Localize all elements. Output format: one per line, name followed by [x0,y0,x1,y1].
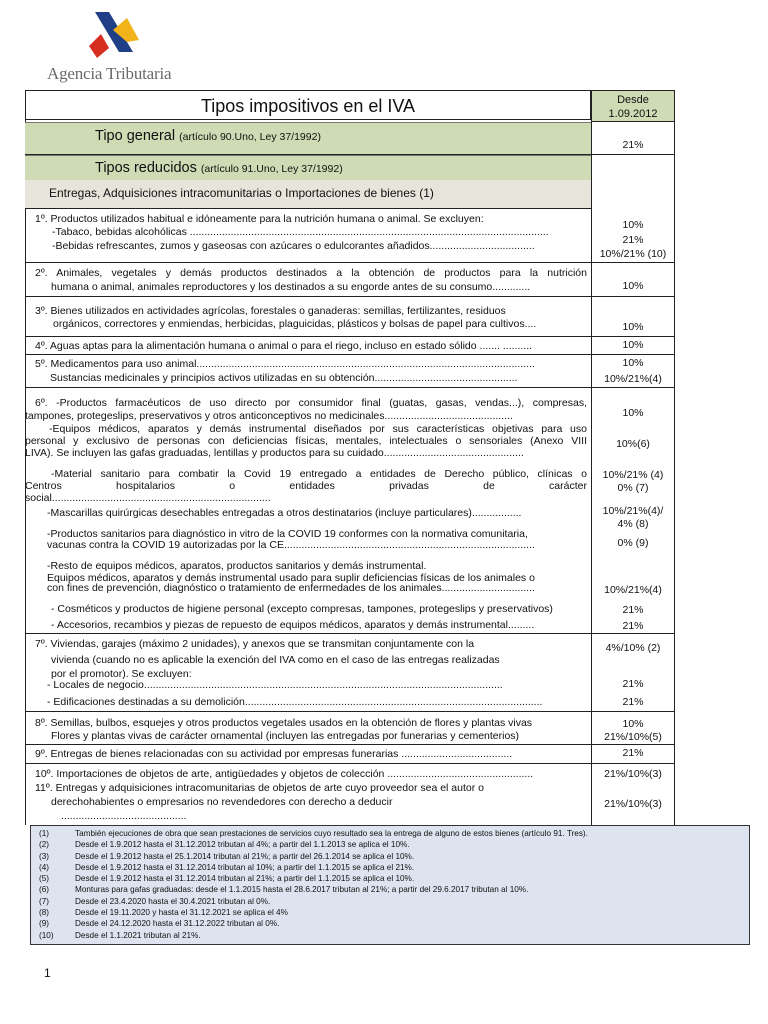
reduced-rate-title: Tipos reducidos [95,160,197,176]
rate-item-4: 10% [622,339,644,351]
footnote-number: (8) [39,908,50,918]
rate-item-6d1: 10%/21%(4)/ [602,505,664,517]
general-rate-heading [95,128,321,144]
item-7-text-cont: vivienda (cuando no es aplicable la exención del IVA como en el caso de las entregas realizadas [51,654,500,666]
divider [591,296,675,297]
item-8-text: 8º. Semillas, bulbos, esquejes y otros productos vegetales usados en la obtención de flores y plantas vivas [35,717,533,729]
divider [591,354,675,355]
divider [591,744,675,745]
rate-item-1c: 10%/21% (10) [599,248,667,260]
footnote-text: Desde el 24.12.2020 hasta el 31.12.2022 tributan al 0%. [75,919,280,929]
item-6-diagnostics: -Productos sanitarios para diagnóstico in vitro de la COVID 19 conformes con la normativa comunitaria, [47,528,528,540]
rate-item-8a: 10% [622,718,644,730]
item-10-text: 10º. Importaciones de objetos de arte, antigüedades y objetos de colección .................................................. [35,768,534,780]
general-rate-band [25,122,591,154]
item-8-text-cont: Flores y plantas vivas de carácter ornamental (incluyen las entregadas por funerarias y cementerios) [51,730,520,742]
general-rate-value: 21% [622,139,644,151]
divider [25,744,591,745]
item-1-text: 1º. Productos utilizados habitual e idóneamente para la nutrición humana o animal. Se excluyen: [35,213,484,225]
table-title: Tipos impositivos en el IVA [25,90,591,120]
divider [591,154,675,155]
footnote-text: Monturas para gafas graduadas: desde el 1.1.2015 hasta el 28.6.2017 tributan al 21%; a partir del 29.6.2017 tributan al 10%. [75,885,529,895]
divider [25,296,591,297]
rate-item-6e: 0% (9) [617,537,649,549]
divider [25,262,591,263]
rate-item-9: 21% [622,747,644,759]
item-9-text: 9º. Entregas de bienes relacionadas con su actividad por empresas funerarias ...................................... [35,748,513,760]
footnote-row [39,884,745,895]
supplies-heading: Entregas, Adquisiciones intracomunitarias o Importaciones de bienes (1) [49,186,434,200]
item-6-text-cont: tampones, protegeslips, preservativos y otros anticonceptivos no medicinales............................................ [25,410,513,422]
rate-item-6b: 10%(6) [616,438,650,450]
footnote-text: Desde el 1.9.2012 hasta el 31.12.2014 tributan al 10%; a partir del 1.1.2015 se aplica el 21%. [75,862,415,872]
divider [591,763,675,764]
divider [25,633,591,634]
rate-item-1a: 10% [622,219,644,231]
rate-item-5a: 10% [622,357,644,369]
rate-item-2: 10% [622,280,644,292]
item-3-text-cont: orgánicos, correctores y enmiendas, herbicidas, plaguicidas, plásticos y bolsas de papel para cultivos.... [53,318,537,330]
item-1-soft-drinks: -Bebidas refrescantes, zumos y gaseosas con azúcares o edulcorantes añadidos.................................... [52,240,535,252]
item-6-equipment: -Equipos médicos, aparatos y demás instrumental diseñados por sus características objetivas para uso [49,423,587,435]
footnote-text: Desde el 1.1.2021 tributan al 21%. [75,930,201,940]
footnote-row [39,873,745,884]
item-6-equipment-cont2: LIVA). Se incluyen las gafas graduadas, lentillas y productos para su cuidado................................................ [25,447,524,459]
supplies-band [25,180,591,208]
rate-item-6c1: 10%/21% (4) [602,469,664,481]
footnote-text: Desde el 19.11.2020 y hasta el 31.12.2021 se aplica el 4% [75,908,288,918]
date-header [591,90,675,122]
item-7-text: 7º. Viviendas, garajes (máximo 2 unidades), y anexos que se transmitan conjuntamente con la [35,638,475,650]
general-rate-title: Tipo general [95,128,176,144]
item-6-cosmetics: - Cosméticos y productos de higiene personal (excepto compresas, tampones, protegeslips y preservativos) [51,603,553,615]
item-5-text-cont: Sustancias medicinales y principios activos utilizadas en su obtención................................................. [50,372,518,384]
rate-item-7a: 4%/10% (2) [605,642,661,654]
divider [591,711,675,712]
divider [591,633,675,634]
item-6-masks: -Mascarillas quirúrgicas desechables entregadas a otros destinatarios (incluye particulares)................. [47,507,522,519]
rate-item-8b: 21%/10%(5) [604,731,662,743]
item-6-other-equipment: -Resto de equipos médicos, aparatos, productos sanitarios y demás instrumental. [47,560,427,572]
divider [25,354,591,355]
footnote-text: Desde el 1.9.2012 hasta el 25.1.2014 tributan al 21%; a partir del 26.1.2014 se aplica el 10%. [75,851,415,861]
date-header-label: Desde [617,94,649,106]
general-rate-reference: (artículo 90.Uno, Ley 37/1992) [179,131,321,143]
footnote-row [39,896,745,907]
footnote-number: (5) [39,874,50,884]
footnote-number: (10) [39,930,54,940]
rate-item-11: 21%/10%(3) [604,798,662,810]
rate-item-6g: 21% [622,604,644,616]
item-6-vaccines: vacunas contra la COVID 19 autorizadas por la CE...................................................................................... [47,539,535,551]
rate-item-1b: 21% [622,234,644,246]
footnote-number: (1) [39,829,50,838]
item-1-tobacco: -Tabaco, bebidas alcohólicas ........................................................................................................................... [52,226,549,238]
footnote-text: Desde el 23.4.2020 hasta el 30.4.2021 tributan al 0%. [75,896,271,906]
rate-item-7c: 21% [622,696,644,708]
rate-item-5b: 10%/21%(4) [604,373,662,385]
rate-item-6a: 10% [622,407,644,419]
footnote-number: (6) [39,885,50,895]
page-number: 1 [44,966,51,980]
item-6-covid-material: -Material sanitario para combatir la Covid 19 entregado a entidades de Derecho público, clínicas o [51,468,587,480]
footnote-row [39,918,745,929]
item-6-covid-material-cont2: social........................................................................... [25,492,271,504]
item-2-text-cont: humana o animal, animales reproductores y los destinados a su engorde antes de su consumo............. [51,281,531,293]
footnote-row [39,930,745,941]
divider [25,711,591,712]
date-header-date: 1.09.2012 [608,108,658,120]
rate-item-6d2: 4% (8) [617,518,649,530]
footnote-number: (7) [39,896,50,906]
rate-item-10: 21%/10%(3) [604,768,662,780]
footnote-text: También ejecuciones de obra que sean prestaciones de servicios cuyo resultado sea la entrega de alguno de estos bienes (artículo 91. Tres). [75,829,588,838]
agencia-tributaria-emblem-icon [87,12,143,58]
footnotes-box [30,825,750,945]
item-6-animal-equipment-cont: con fines de prevención, diagnóstico o tratamiento de enfermedades de los animales................................ [47,582,535,594]
reduced-rate-reference: (artículo 91.Uno, Ley 37/1992) [200,163,343,175]
rate-item-3: 10% [622,321,644,333]
item-6-text: 6º. -Productos farmacéuticos de uso directo por consumidor final (guatas, gasas, vendas...), compresas, [35,397,587,409]
item-7-text-cont2: por el promotor). Se excluyen: [51,668,192,680]
item-11-dots: ........................................... [61,810,187,822]
item-3-text: 3º. Bienes utilizados en actividades agrícolas, forestales o ganaderas: semillas, fertilizantes, residuos [35,305,506,317]
rate-item-6h: 21% [622,620,644,632]
footnote-number: (4) [39,862,50,872]
item-4-text: 4º. Aguas aptas para la alimentación humana o animal o para el riego, incluso en estado sólido ....... .......... [35,340,533,352]
divider [25,763,591,764]
rate-item-7b: 21% [622,678,644,690]
rate-item-6f: 10%/21%(4) [604,584,662,596]
item-11-text: 11º. Entregas y adquisiciones intracomunitarias de objetos de arte cuyo proveedor sea el autor o [35,782,484,794]
logo-text: Agencia Tributaria [47,64,172,83]
item-6-equipment-cont: personal y exclusivo de personas con deficiencias físicas, mentales, intelectuales o sensoriales (Anexo VIII [25,435,587,447]
divider [25,387,591,388]
item-6-covid-material-cont: Centros hospitalarios o entidades privadas de carácter [25,480,587,492]
footnote-text: Desde el 1.9.2012 hasta el 31.12.2014 tributan al 21%; a partir del 1.1.2015 se aplica el 10%. [75,874,415,884]
footnote-text: Desde el 1.9.2012 hasta el 31.12.2012 tributan al 4%; a partir del 1.1.2013 se aplica el 10%. [75,840,410,850]
footnote-number: (3) [39,851,50,861]
footnote-number: (9) [39,919,50,929]
item-6-animal-equipment: Equipos médicos, aparatos y demás instrumental usado para suplir deficiencias físicas de los animales o [47,572,535,584]
item-11-text-cont: derechohabientes o empresarios no revendedores con derecho a deducir [51,796,393,808]
divider [591,387,675,388]
footnote-row [39,828,745,839]
item-5-text: 5º. Medicamentos para uso animal.................................................................................................................... [35,358,535,370]
item-6-accessories: - Accesorios, recambios y piezas de repuesto de equipos médicos, aparatos y demás instrumental......... [51,619,535,631]
item-2-text: 2º. Animales, vegetales y demás productos destinados a la obtención de productos para la nutrición [35,267,587,279]
item-7-demolition: - Edificaciones destinadas a su demolición...................................................................................................... [47,696,543,708]
divider [591,262,675,263]
footnote-row [39,839,745,850]
footnote-row [39,862,745,873]
reduced-rate-band [25,155,591,180]
reduced-rate-heading [95,160,343,176]
item-7-business-premises: - Locales de negocio........................................................................................................................... [47,679,503,691]
divider [25,208,591,209]
divider [25,336,591,337]
footnote-row [39,851,745,862]
rate-item-6c2: 0% (7) [617,482,649,494]
divider [591,336,675,337]
footnote-number: (2) [39,840,50,850]
footnote-row [39,907,745,918]
agencia-tributaria-logo [47,12,182,82]
